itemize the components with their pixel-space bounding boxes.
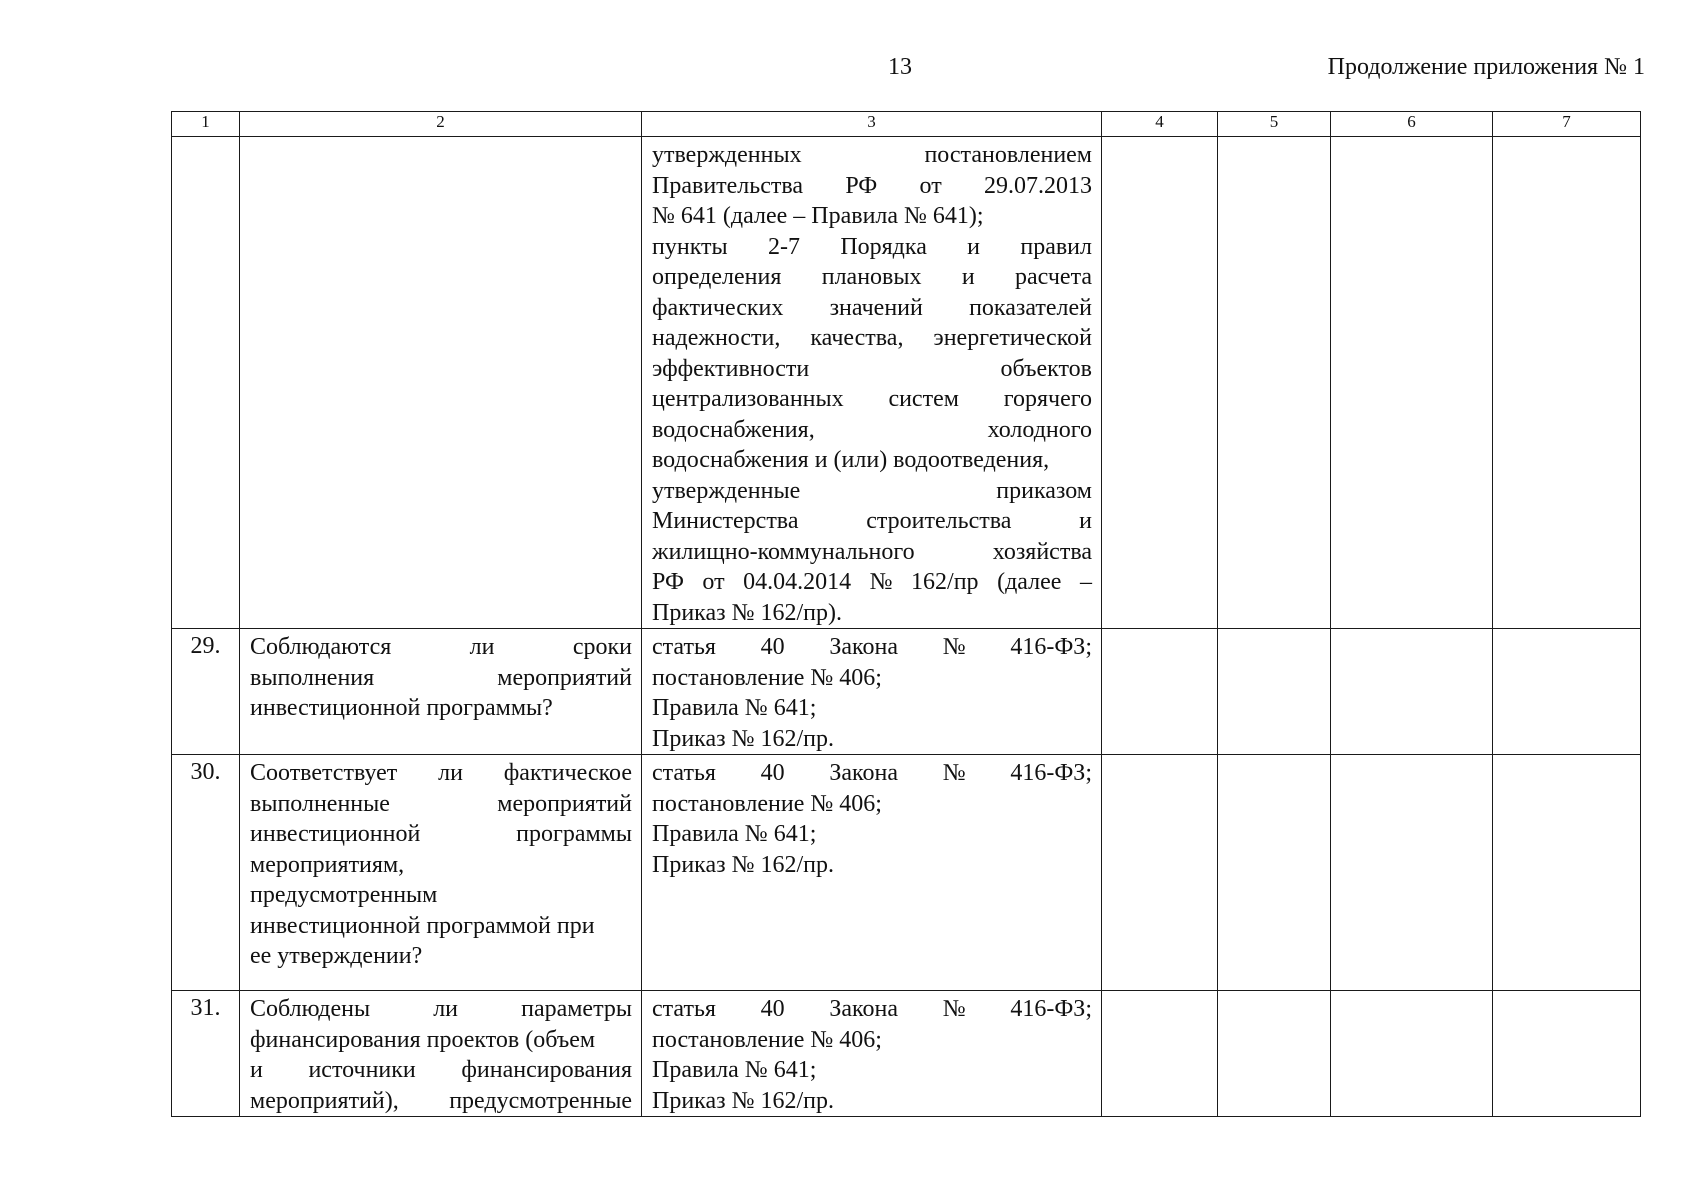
text-line <box>652 201 1092 232</box>
text-word: мероприятий <box>497 790 632 817</box>
text-word: и <box>961 264 975 290</box>
text-word: ли <box>438 760 463 786</box>
text-word: качества, <box>810 325 904 351</box>
text-word: строительства <box>866 508 1012 534</box>
text-word: выполненные <box>250 790 390 817</box>
text-line <box>652 819 1092 850</box>
text-line <box>250 880 632 911</box>
column-header: 6 <box>1331 112 1493 137</box>
text-word: Приказ № 162/пр. <box>652 725 835 752</box>
table-row-continuation <box>172 137 1641 629</box>
text-word: мероприятиям, <box>250 851 405 878</box>
row-number-cell: 30. <box>172 755 240 991</box>
text-word: значений <box>829 294 923 321</box>
text-line <box>652 506 1092 537</box>
text-word: ли <box>469 634 495 660</box>
inspection-checklist-table <box>171 111 1641 1117</box>
text-line <box>652 724 1092 755</box>
text-line <box>652 171 1092 202</box>
column-header: 4 <box>1102 112 1218 137</box>
text-line <box>250 632 632 663</box>
text-word: Порядка <box>840 233 927 260</box>
answer-yes-cell <box>1102 137 1218 629</box>
text-line <box>250 1025 632 1056</box>
text-line <box>652 994 1092 1025</box>
text-word: утвержденные <box>652 477 801 504</box>
text-word: холодного <box>987 416 1092 443</box>
text-line <box>652 567 1092 598</box>
answer-na-cell <box>1331 755 1493 991</box>
text-word: от <box>702 569 725 595</box>
text-word: 40 <box>760 760 785 786</box>
text-word: Приказ № 162/пр. <box>652 1087 835 1114</box>
text-line <box>652 293 1092 324</box>
text-word: Соблюдены <box>250 996 371 1022</box>
text-line <box>652 445 1092 476</box>
text-word: ли <box>433 996 459 1022</box>
text-line <box>250 758 632 789</box>
text-line <box>652 323 1092 354</box>
text-word: № <box>869 569 893 595</box>
answer-no-cell <box>1218 991 1331 1117</box>
text-word: 416-ФЗ; <box>1010 760 1092 786</box>
text-line <box>652 354 1092 385</box>
text-word: энергетической <box>933 325 1092 351</box>
text-word: постановлением <box>924 142 1092 168</box>
text-word: мероприятий), <box>250 1087 399 1114</box>
text-word: Закона <box>829 996 898 1022</box>
text-line <box>250 819 632 850</box>
row-number-cell: 31. <box>172 991 240 1117</box>
text-word: сроки <box>572 634 632 660</box>
text-word: постановление № 406; <box>652 790 882 817</box>
text-word: Соблюдаются <box>250 634 392 660</box>
text-line <box>652 262 1092 293</box>
text-word: инвестиционной <box>250 821 421 847</box>
text-word: водоснабжения, <box>652 416 815 443</box>
text-word: РФ <box>845 172 878 199</box>
text-word: финансирования <box>461 1057 632 1083</box>
text-word: фактическое <box>503 760 632 786</box>
text-word: Министерства <box>652 508 799 534</box>
text-line <box>652 476 1092 507</box>
column-header: 2 <box>240 112 642 137</box>
legal-basis-cell <box>642 991 1102 1117</box>
text-word: 40 <box>760 634 785 660</box>
answer-na-cell <box>1331 137 1493 629</box>
text-line <box>250 1086 632 1117</box>
text-word: постановление № 406; <box>652 664 882 691</box>
notes-cell <box>1493 137 1641 629</box>
text-line <box>652 598 1092 629</box>
text-word: 2-7 <box>767 233 800 260</box>
text-word: инвестиционной программы? <box>250 695 553 721</box>
text-word: финансирования проектов (объем <box>250 1026 596 1053</box>
text-line <box>652 789 1092 820</box>
text-word: Приказ № 162/пр). <box>652 599 843 626</box>
text-word: Закона <box>829 760 898 786</box>
notes-cell <box>1493 991 1641 1117</box>
text-line <box>250 850 632 881</box>
row-number-cell: 29. <box>172 629 240 755</box>
text-word: ее утверждении? <box>250 943 423 969</box>
text-word: 40 <box>760 996 785 1022</box>
text-line <box>652 537 1092 568</box>
answer-no-cell <box>1218 755 1331 991</box>
text-word: параметры <box>521 996 632 1022</box>
text-word: систем <box>888 386 959 412</box>
text-line <box>250 789 632 820</box>
text-word: Правительства <box>652 172 804 199</box>
text-line <box>250 911 632 942</box>
text-line <box>250 663 632 694</box>
text-word: (далее <box>997 569 1062 595</box>
text-word: № <box>942 996 966 1022</box>
answer-yes-cell <box>1102 755 1218 991</box>
notes-cell <box>1493 629 1641 755</box>
text-word: и <box>967 233 981 260</box>
text-word: объектов <box>1000 355 1092 382</box>
page-number: 13 <box>888 54 912 80</box>
text-line <box>652 232 1092 263</box>
text-word: плановых <box>821 264 922 290</box>
legal-basis-cell <box>642 629 1102 755</box>
text-word: Правила № 641; <box>652 1057 817 1083</box>
text-word: статья <box>652 760 716 786</box>
column-header: 3 <box>642 112 1102 137</box>
text-word: 29.07.2013 <box>984 172 1092 199</box>
answer-na-cell <box>1331 629 1493 755</box>
text-word: № <box>942 634 966 660</box>
text-word: мероприятий <box>497 664 632 691</box>
answer-yes-cell <box>1102 991 1218 1117</box>
text-line <box>652 850 1092 881</box>
legal-basis-cell <box>642 137 1102 629</box>
row-number-cell <box>172 137 240 629</box>
text-word: постановление № 406; <box>652 1026 882 1053</box>
question-cell <box>240 991 642 1117</box>
text-word: РФ <box>652 569 684 595</box>
text-word: централизованных <box>652 386 844 412</box>
text-line <box>652 632 1092 663</box>
text-line <box>250 941 632 972</box>
table-row <box>172 629 1641 755</box>
text-line <box>652 1025 1092 1056</box>
column-header: 5 <box>1218 112 1331 137</box>
text-word: горячего <box>1003 386 1092 412</box>
text-word: 416-ФЗ; <box>1010 996 1092 1022</box>
text-word: 162/пр <box>911 569 979 595</box>
answer-yes-cell <box>1102 629 1218 755</box>
answer-na-cell <box>1331 991 1493 1117</box>
text-line <box>250 693 632 724</box>
text-word: эффективности <box>652 355 810 382</box>
text-word: Правила № 641; <box>652 695 817 721</box>
text-word: и <box>250 1057 263 1083</box>
column-number-header-row <box>172 112 1641 137</box>
text-line <box>652 693 1092 724</box>
text-word: и <box>1079 508 1092 534</box>
question-cell <box>240 137 642 629</box>
text-word: 04.04.2014 <box>743 569 852 595</box>
text-word: программы <box>516 821 632 847</box>
text-word: 416-ФЗ; <box>1010 634 1092 660</box>
text-word: жилищно-коммунального <box>652 538 915 565</box>
text-word: фактических <box>652 294 784 321</box>
text-word: № 641 (далее – Правила № 641); <box>652 203 984 229</box>
text-word: надежности, <box>652 325 781 351</box>
text-word: статья <box>652 996 716 1022</box>
text-word: правил <box>1020 233 1092 260</box>
text-line <box>652 663 1092 694</box>
text-word: утвержденных <box>652 142 802 168</box>
text-line <box>652 1086 1092 1117</box>
text-line <box>250 994 632 1025</box>
text-word: источники <box>308 1057 416 1083</box>
text-line <box>250 1055 632 1086</box>
text-word: хозяйства <box>992 538 1092 565</box>
text-word: инвестиционной программой при <box>250 912 595 939</box>
column-header: 7 <box>1493 112 1641 137</box>
notes-cell <box>1493 755 1641 991</box>
column-header: 1 <box>172 112 240 137</box>
legal-basis-cell <box>642 755 1102 991</box>
text-word: Правила № 641; <box>652 821 817 847</box>
text-word: приказом <box>996 477 1092 504</box>
text-line <box>652 140 1092 171</box>
text-word: определения <box>652 264 782 290</box>
text-word: предусмотренным <box>250 882 438 908</box>
text-word: пункты <box>652 233 728 260</box>
table-row <box>172 991 1641 1117</box>
table-row <box>172 755 1641 991</box>
text-word: выполнения <box>250 664 375 691</box>
text-line <box>652 384 1092 415</box>
text-word: от <box>919 172 942 199</box>
text-word: предусмотренные <box>449 1087 632 1114</box>
text-line <box>652 415 1092 446</box>
appendix-continuation-note: Продолжение приложения № 1 <box>1327 54 1645 80</box>
text-word: – <box>1079 569 1092 595</box>
text-line <box>652 758 1092 789</box>
text-word: статья <box>652 634 716 660</box>
question-cell <box>240 755 642 991</box>
text-word: Приказ № 162/пр. <box>652 851 835 878</box>
text-word: расчета <box>1015 264 1092 290</box>
question-cell <box>240 629 642 755</box>
answer-no-cell <box>1218 629 1331 755</box>
text-word: водоснабжения и (или) водоотведения, <box>652 447 1050 473</box>
text-word: Соответствует <box>250 760 398 786</box>
text-word: Закона <box>829 634 898 660</box>
answer-no-cell <box>1218 137 1331 629</box>
text-line <box>652 1055 1092 1086</box>
text-word: показателей <box>969 294 1092 321</box>
text-word: № <box>942 760 966 786</box>
